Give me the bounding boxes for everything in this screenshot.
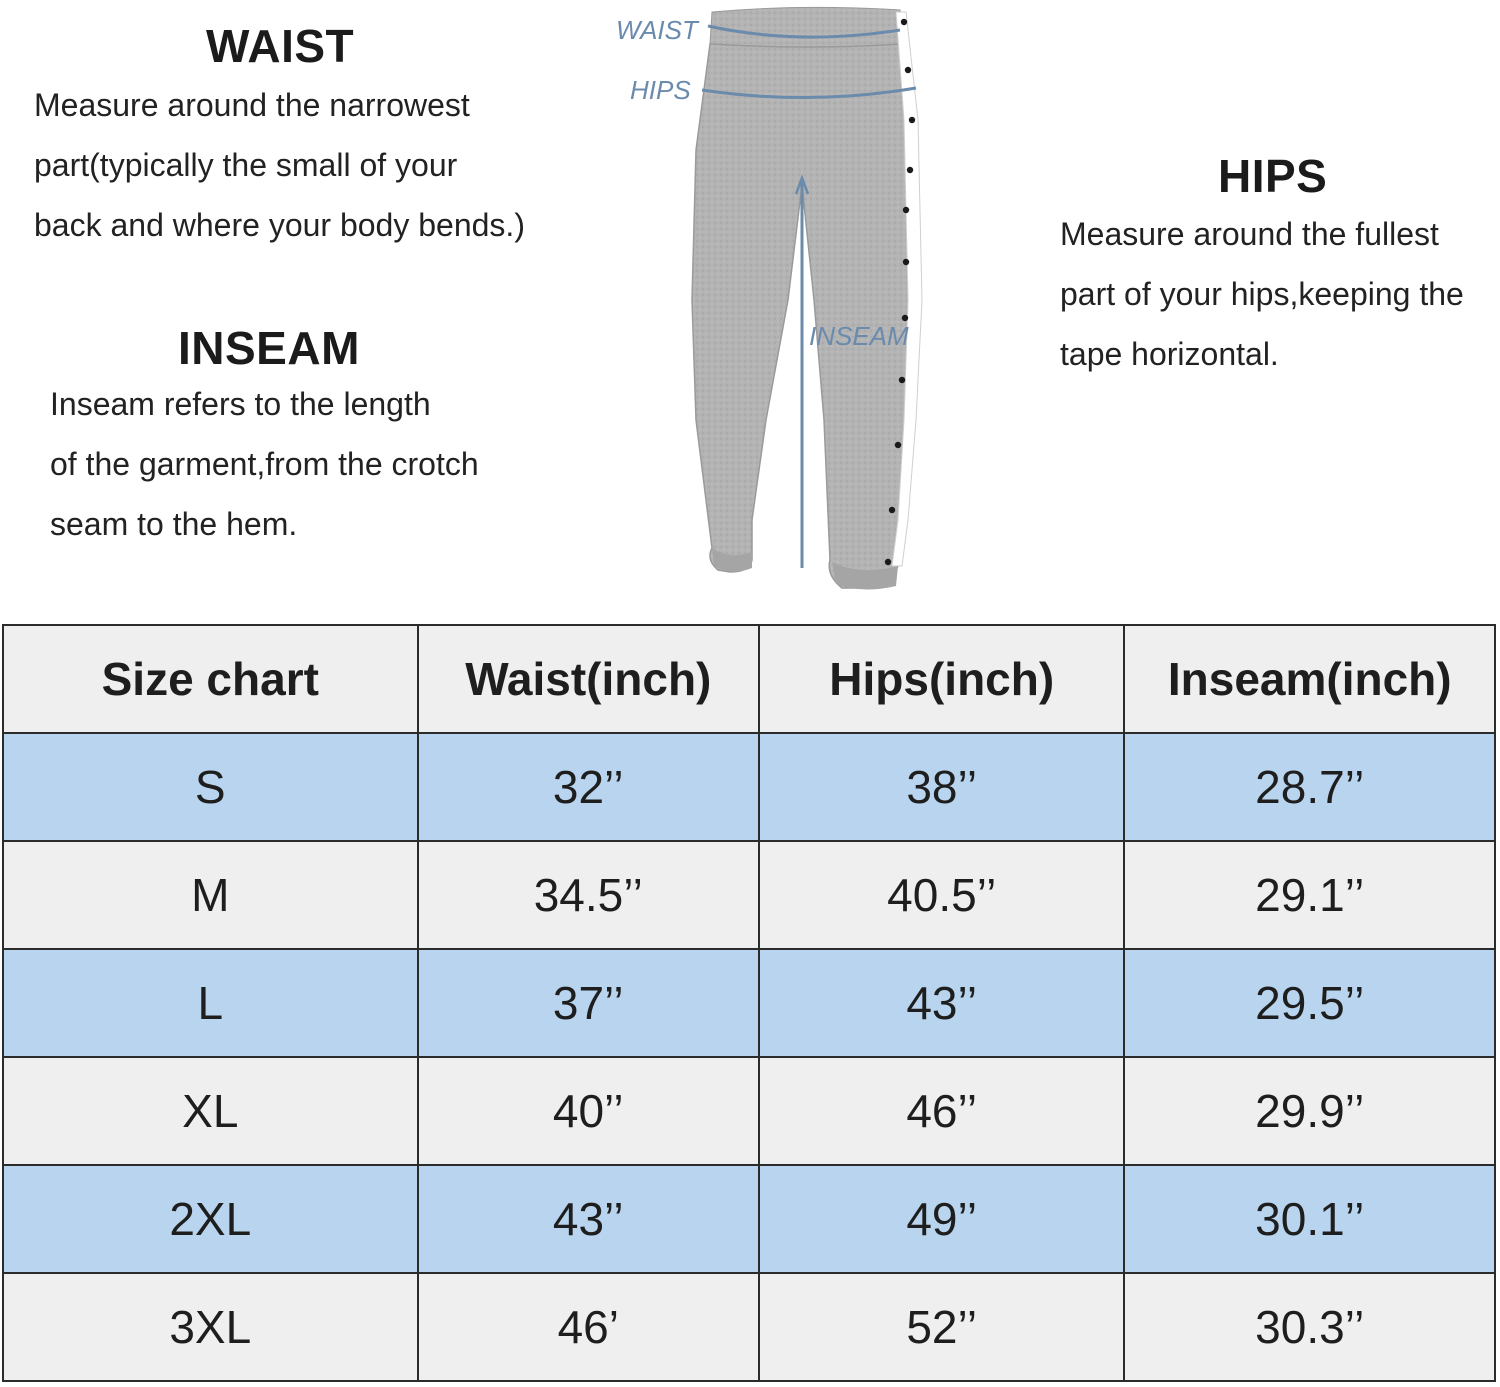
- waist-cell: 37’’: [418, 949, 759, 1057]
- hips-cell: 38’’: [759, 733, 1124, 841]
- inseam-cell: 29.1’’: [1124, 841, 1495, 949]
- size-chart-table: [2, 624, 1496, 1382]
- header-hips: Hips(inch): [759, 625, 1124, 733]
- size-cell: XL: [3, 1057, 418, 1165]
- header-inseam: Inseam(inch): [1124, 625, 1495, 733]
- hips-cell: 52’’: [759, 1273, 1124, 1381]
- table-row: [3, 733, 1495, 841]
- table-row: [3, 1057, 1495, 1165]
- waist-cell: 34.5’’: [418, 841, 759, 949]
- hips-figure-label: HIPS: [630, 75, 691, 105]
- waist-cell: 40’’: [418, 1057, 759, 1165]
- inseam-cell: 30.1’’: [1124, 1165, 1495, 1273]
- pants-illustration: [600, 0, 940, 600]
- size-cell: L: [3, 949, 418, 1057]
- inseam-cell: 30.3’’: [1124, 1273, 1495, 1381]
- size-cell: M: [3, 841, 418, 949]
- hips-cell: 46’’: [759, 1057, 1124, 1165]
- waist-cell: 46’: [418, 1273, 759, 1381]
- hips-title: HIPS: [1218, 150, 1328, 202]
- table-row: [3, 841, 1495, 949]
- hips-description-line: part of your hips,keeping the: [1060, 276, 1464, 312]
- waist-cell: 32’’: [418, 733, 759, 841]
- header-size-chart: Size chart: [3, 625, 418, 733]
- inseam-title: INSEAM: [178, 322, 360, 374]
- waist-cell: 43’’: [418, 1165, 759, 1273]
- table-row: [3, 949, 1495, 1057]
- table-header-row: [3, 625, 1495, 733]
- hips-cell: 49’’: [759, 1165, 1124, 1273]
- pants-waistband: [710, 7, 902, 47]
- waist-figure-label: WAIST: [616, 15, 698, 45]
- inseam-description-line: seam to the hem.: [50, 506, 298, 542]
- hips-description: [1060, 204, 1500, 384]
- hips-description-line: tape horizontal.: [1060, 336, 1279, 372]
- waist-description-line: Measure around the narrowest: [34, 87, 470, 123]
- pants-body: [692, 44, 918, 588]
- waist-title: WAIST: [206, 20, 355, 72]
- inseam-description-line: Inseam refers to the length: [50, 386, 431, 422]
- waist-description-line: back and where your body bends.): [34, 207, 525, 243]
- inseam-description-line: of the garment,from the crotch: [50, 446, 479, 482]
- hips-description-line: Measure around the fullest: [1060, 216, 1439, 252]
- inseam-cell: 29.5’’: [1124, 949, 1495, 1057]
- hips-info: [1060, 150, 1500, 384]
- inseam-figure-label: INSEAM: [809, 321, 909, 351]
- waist-description-line: part(typically the small of your: [34, 147, 458, 183]
- header-waist: Waist(inch): [418, 625, 759, 733]
- inseam-description: [50, 374, 570, 554]
- size-cell: 3XL: [3, 1273, 418, 1381]
- table-row: [3, 1273, 1495, 1381]
- size-cell: S: [3, 733, 418, 841]
- inseam-cell: 28.7’’: [1124, 733, 1495, 841]
- inseam-info: [50, 322, 570, 554]
- inseam-cell: 29.9’’: [1124, 1057, 1495, 1165]
- table-row: [3, 1165, 1495, 1273]
- hips-cell: 40.5’’: [759, 841, 1124, 949]
- waist-description: [34, 75, 594, 255]
- waist-info: [34, 20, 594, 255]
- size-cell: 2XL: [3, 1165, 418, 1273]
- hips-cell: 43’’: [759, 949, 1124, 1057]
